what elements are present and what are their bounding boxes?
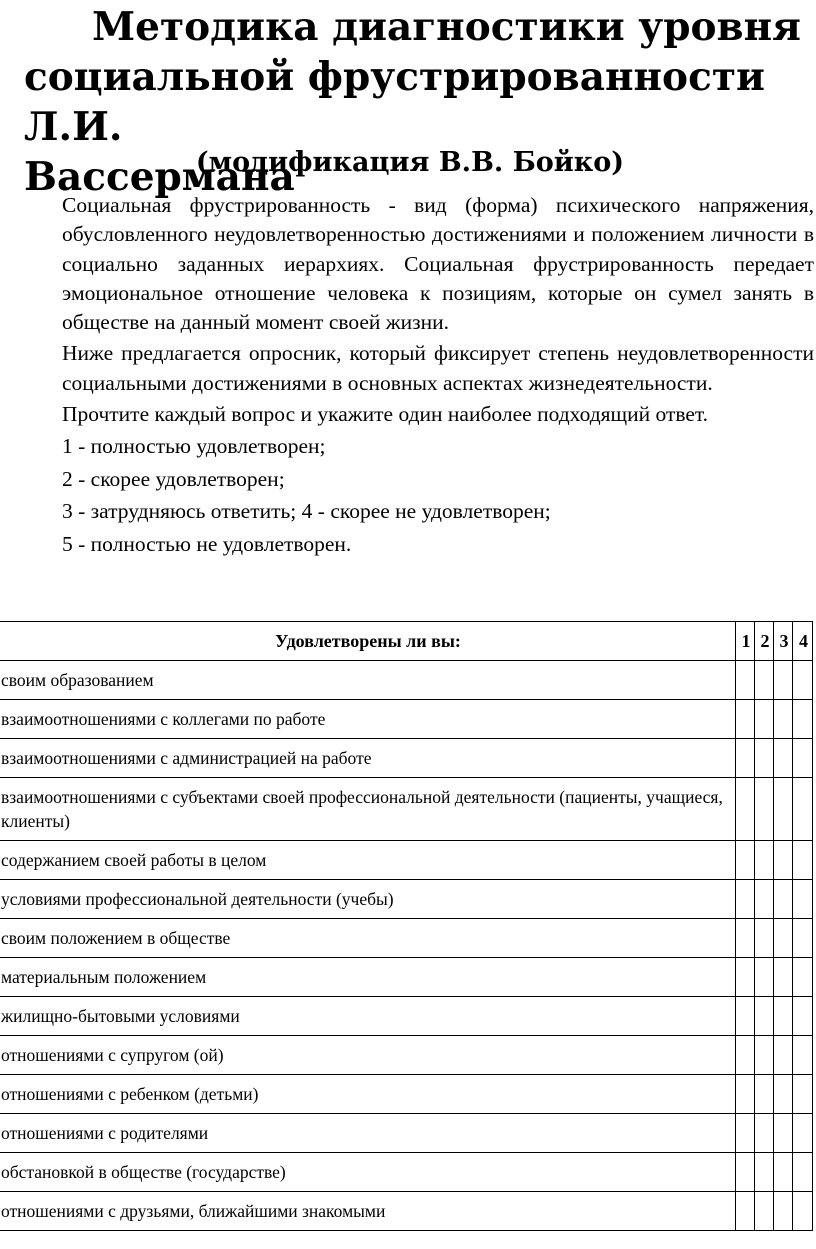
scale-option-2: 2 - скорее удовлетворен; <box>62 466 285 491</box>
answer-cell-1[interactable] <box>736 700 755 739</box>
answer-cell-3[interactable] <box>774 880 793 919</box>
question-text: отношениями с ребенком (детьми) <box>0 1075 736 1114</box>
answer-cell-3[interactable] <box>774 1075 793 1114</box>
answer-cell-2[interactable] <box>755 997 774 1036</box>
answer-cell-3[interactable] <box>774 661 793 700</box>
answer-cell-2[interactable] <box>755 778 774 841</box>
table-row <box>0 919 813 958</box>
answer-cell-4[interactable] <box>793 919 813 958</box>
answer-cell-1[interactable] <box>736 778 755 841</box>
table-row <box>0 997 813 1036</box>
question-text: содержанием своей работы в целом <box>0 841 736 880</box>
survey-header-col-3: 3 <box>774 622 793 661</box>
survey-table <box>0 621 813 1231</box>
answer-cell-4[interactable] <box>793 880 813 919</box>
question-text: отношениями с друзьями, ближайшими знакомыми <box>0 1192 736 1231</box>
answer-cell-3[interactable] <box>774 700 793 739</box>
title-line-3: Вассермана <box>24 154 295 200</box>
question-text: материальным положением <box>0 958 736 997</box>
intro-paragraph-instruction: Прочтите каждый вопрос и укажите один наиболее подходящий ответ. <box>62 402 709 427</box>
table-row <box>0 700 813 739</box>
table-row <box>0 841 813 880</box>
answer-cell-4[interactable] <box>793 739 813 778</box>
survey-header-col-2: 2 <box>755 622 774 661</box>
survey-header-col-4: 4 <box>793 622 813 661</box>
answer-cell-2[interactable] <box>755 1153 774 1192</box>
scale-option-5: 5 - полностью не удовлетворен. <box>62 531 352 556</box>
answer-cell-4[interactable] <box>793 841 813 880</box>
answer-cell-3[interactable] <box>774 1114 793 1153</box>
answer-cell-4[interactable] <box>793 661 813 700</box>
survey-header-question: Удовлетворены ли вы: <box>0 622 736 661</box>
answer-cell-4[interactable] <box>793 700 813 739</box>
answer-cell-2[interactable] <box>755 1036 774 1075</box>
question-text: отношениями с родителями <box>0 1114 736 1153</box>
table-row <box>0 1036 813 1075</box>
answer-cell-4[interactable] <box>793 778 813 841</box>
question-text: условиями профессиональной деятельности (учебы) <box>0 880 736 919</box>
answer-cell-2[interactable] <box>755 919 774 958</box>
question-text: отношениями с супругом (ой) <box>0 1036 736 1075</box>
answer-cell-3[interactable] <box>774 997 793 1036</box>
scale-option-3-4: 3 - затрудняюсь ответить; 4 - скорее не удовлетворен; <box>62 499 551 524</box>
table-row <box>0 739 813 778</box>
document-subtitle: (модификация В.В. Бойко) <box>195 147 625 178</box>
answer-cell-1[interactable] <box>736 841 755 880</box>
answer-cell-2[interactable] <box>755 841 774 880</box>
answer-cell-3[interactable] <box>774 739 793 778</box>
question-text: взаимоотношениями с субъектами своей профессиональной деятельности (пациенты, учащиеся, клиенты) <box>0 778 736 841</box>
answer-cell-1[interactable] <box>736 997 755 1036</box>
title-line-2: социальной фрустрированности Л.И. <box>24 54 765 150</box>
answer-cell-1[interactable] <box>736 739 755 778</box>
answer-cell-2[interactable] <box>755 661 774 700</box>
table-row <box>0 1075 813 1114</box>
answer-cell-2[interactable] <box>755 1114 774 1153</box>
answer-cell-2[interactable] <box>755 880 774 919</box>
answer-cell-1[interactable] <box>736 958 755 997</box>
question-text: своим положением в обществе <box>0 919 736 958</box>
question-text: жилищно-бытовыми условиями <box>0 997 736 1036</box>
question-text: взаимоотношениями с коллегами по работе <box>0 700 736 739</box>
answer-cell-3[interactable] <box>774 1036 793 1075</box>
survey-header-col-1: 1 <box>736 622 755 661</box>
table-row <box>0 778 813 841</box>
answer-cell-1[interactable] <box>736 661 755 700</box>
question-text: обстановкой в обществе (государстве) <box>0 1153 736 1192</box>
title-line-1: Методика диагностики уровня <box>92 4 801 50</box>
scale-option-1: 1 - полностью удовлетворен; <box>62 434 326 459</box>
answer-cell-1[interactable] <box>736 1153 755 1192</box>
table-row <box>0 958 813 997</box>
table-row <box>0 661 813 700</box>
answer-cell-4[interactable] <box>793 997 813 1036</box>
answer-cell-1[interactable] <box>736 919 755 958</box>
answer-cell-3[interactable] <box>774 778 793 841</box>
answer-cell-2[interactable] <box>755 700 774 739</box>
answer-cell-4[interactable] <box>793 1192 813 1231</box>
answer-cell-4[interactable] <box>793 958 813 997</box>
answer-cell-3[interactable] <box>774 958 793 997</box>
answer-cell-2[interactable] <box>755 1075 774 1114</box>
answer-cell-4[interactable] <box>793 1075 813 1114</box>
answer-cell-1[interactable] <box>736 1192 755 1231</box>
answer-cell-1[interactable] <box>736 880 755 919</box>
table-row <box>0 1114 813 1153</box>
answer-cell-1[interactable] <box>736 1036 755 1075</box>
table-row <box>0 880 813 919</box>
intro-text <box>62 191 814 561</box>
survey-header-row <box>0 622 813 661</box>
answer-cell-4[interactable] <box>793 1036 813 1075</box>
answer-cell-3[interactable] <box>774 1153 793 1192</box>
answer-cell-2[interactable] <box>755 1192 774 1231</box>
intro-paragraph-definition: Социальная фрустрированность - вид (форма) психического напряжения, обусловленного неудовлетворенностью достижениями и положением личности в социально заданных иерархиях. Социальная фрустрированность передает эмоциональное отношение человека к позициям, которые он сумел занять в обществе на данный момент своей жизни. <box>62 193 814 335</box>
answer-cell-3[interactable] <box>774 1192 793 1231</box>
intro-paragraph-questionnaire: Ниже предлагается опросник, который фиксирует степень неудовлетворенности социальными достижениями в основных аспектах жизнедеятельности. <box>62 341 814 395</box>
answer-cell-3[interactable] <box>774 841 793 880</box>
table-row <box>0 1153 813 1192</box>
answer-cell-2[interactable] <box>755 739 774 778</box>
table-row <box>0 1192 813 1231</box>
answer-cell-1[interactable] <box>736 1114 755 1153</box>
answer-cell-4[interactable] <box>793 1114 813 1153</box>
answer-cell-1[interactable] <box>736 1075 755 1114</box>
answer-cell-4[interactable] <box>793 1153 813 1192</box>
answer-cell-3[interactable] <box>774 919 793 958</box>
answer-cell-2[interactable] <box>755 958 774 997</box>
question-text: своим образованием <box>0 661 736 700</box>
question-text: взаимоотношениями с администрацией на работе <box>0 739 736 778</box>
